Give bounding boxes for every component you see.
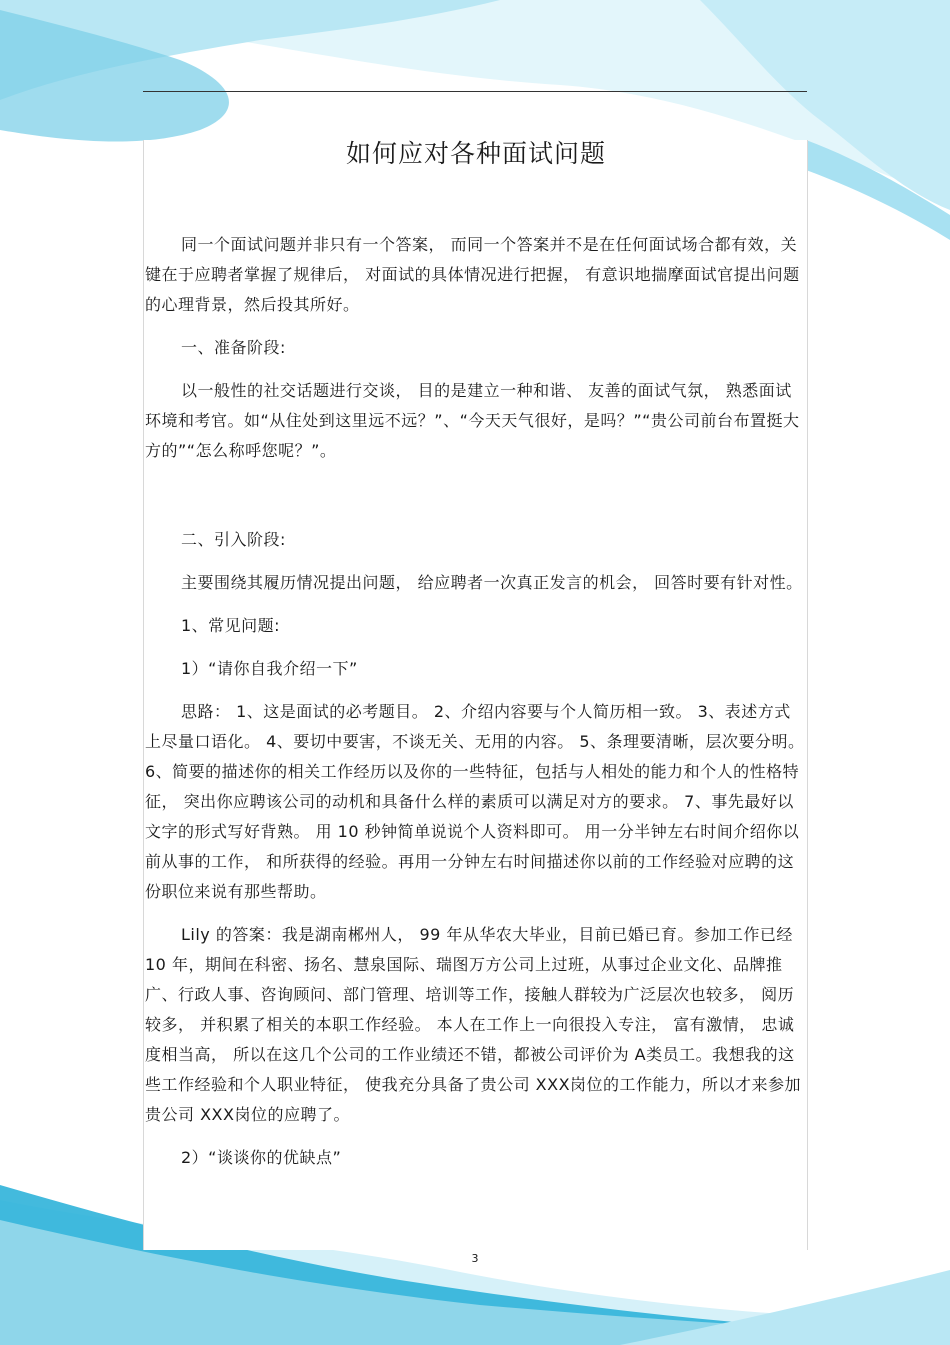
document-title: 如何应对各种面试问题 xyxy=(345,139,606,168)
intro-paragraph: 同一个面试问题并非只有一个答案， 而同一个答案并不是在任何面试场合都有效，关键在于应聘者掌握了规律后， 对面试的具体情况进行把握， 有意识地揣摩面试官提出问题的心理背景，然后投其所好。 xyxy=(145,235,800,314)
introduction-paragraph: 主要围绕其履历情况提出问题， 给应聘者一次真正发言的机会， 回答时要有针对性。 xyxy=(181,573,803,592)
question-1-approach: 思路： 1、这是面试的必考题目。 2、介绍内容要与个人简历相一致。 3、表述方式上尽量口语化。 4、要切中要害，不谈无关、无用的内容。 5、条理要清晰，层次要分明。 6、简要的描述你的相关工作经历以及你的一些特征，包括与人相处的能力和个人的性格特征， 突出你应聘该公司的动机和具备什么样的素质可以满足对方的要求。 7、事先最好以文字的形式写好背熟。 用 10 秒钟简单说说个人资料即可。 用一分半钟左右时间介绍你以前从事的工作， 和所获得的经验。再用一分钟左右时间描述你以前的工作经验对应聘的这份职位来说有那些帮助。 xyxy=(145,702,805,901)
section-heading-introduction: 二、引入阶段: xyxy=(181,530,286,549)
question-1-sample-answer: Lily 的答案：我是湖南郴州人， 99 年从华农大毕业，目前已婚已育。参加工作已经 10 年，期间在科密、扬名、慧泉国际、瑞图万方公司上过班，从事过企业文化、品牌推广、行政人事、咨询顾问、部门管理、培训等工作，接触人群较为广泛层次也较多， 阅历较多， 并积累了相关的本职工作经验。 本人在工作上一向很投入专注， 富有激情， 忠诚度相当高， 所以在这几个公司的工作业绩还不错，都被公司评价为 A类员工。我想我的这些工作经验和个人职业特征， 使我充分具备了贵公司 XXX岗位的工作能力，所以才来参加贵公司 XXX岗位的应聘了。 xyxy=(145,925,802,1124)
preparation-paragraph: 以一般性的社交话题进行交谈， 目的是建立一种和谐、 友善的面试气氛， 熟悉面试环境和考官。如“从住处到这里远不远？”、“今天天气很好，是吗？”“贵公司前台布置挺大方的”“怎么称呼您呢？”。 xyxy=(145,381,800,460)
question-2-heading: 2）“谈谈你的优缺点” xyxy=(181,1148,342,1167)
page-number: 3 xyxy=(471,1252,479,1265)
subsection-heading-common-questions: 1、常见问题: xyxy=(181,616,281,635)
document-body xyxy=(145,136,807,1186)
question-1-heading: 1）“请你自我介绍一下” xyxy=(181,659,358,678)
header-rule xyxy=(143,91,807,92)
section-heading-preparation: 一、准备阶段: xyxy=(181,338,286,357)
